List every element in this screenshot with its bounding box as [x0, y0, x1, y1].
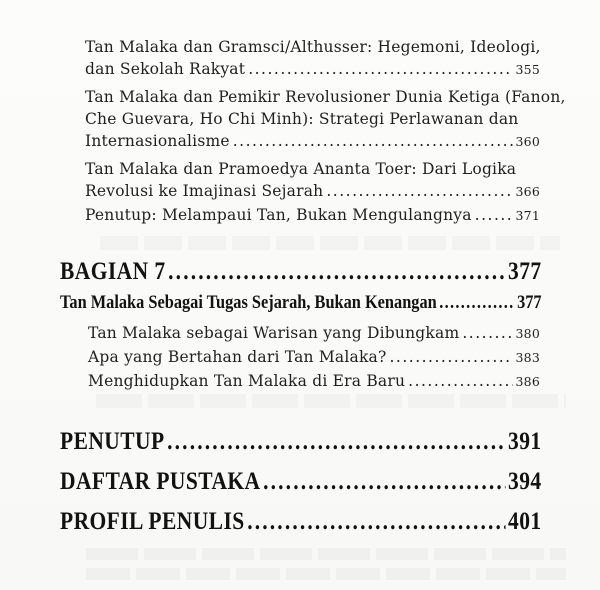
toc-entry-line: Internasionalisme: [85, 132, 230, 150]
toc-entry-line: Menghidupkan Tan Malaka di Era Baru: [88, 372, 406, 390]
show-through-texture: [86, 568, 566, 580]
toc-entry-line: Penutup: Melampaui Tan, Bukan Mengulangnya: [85, 206, 472, 224]
page-number: 394: [508, 468, 542, 495]
toc-entry-line-with-page: [88, 372, 540, 390]
toc-entry-line-with-page: [85, 132, 540, 150]
toc-entry-line-with-page: [88, 348, 540, 366]
show-through-texture: [100, 236, 560, 250]
part-subtitle: Tan Malaka Sebagai Tugas Sejarah, Bukan Kenangan: [60, 292, 437, 313]
toc-entry-line: Tan Malaka dan Pramoedya Ananta Toer: Dari Logika: [85, 160, 517, 178]
dot-leader: [247, 508, 505, 536]
show-through-texture: [86, 548, 566, 560]
page-number: 366: [515, 184, 540, 199]
toc-part-7-subtitle: [60, 292, 542, 314]
page-number: 360: [515, 134, 540, 149]
dot-leader: [390, 348, 513, 366]
page-number: 386: [515, 374, 540, 389]
page-number: 380: [515, 326, 540, 341]
dot-leader: [167, 428, 505, 456]
dot-leader: [263, 468, 505, 496]
dot-leader: [326, 182, 512, 200]
dot-leader: [408, 372, 512, 390]
toc-entry-line: Apa yang Bertahan dari Tan Malaka?: [88, 348, 387, 366]
show-through-texture: [96, 394, 566, 408]
part-title: PROFIL PENULIS: [60, 508, 245, 535]
part-title: PENUTUP: [60, 428, 165, 455]
toc-entry-line-with-page: [85, 60, 540, 78]
page-number: 371: [515, 208, 540, 223]
dot-leader: [248, 60, 512, 78]
toc-profil-penulis: [60, 508, 542, 536]
dot-leader: [439, 292, 514, 314]
toc-entry-line: Tan Malaka sebagai Warisan yang Dibungkam: [88, 324, 460, 342]
toc-entry-line: Tan Malaka dan Gramsci/Althusser: Hegemoni, Ideologi,: [85, 38, 541, 56]
page-number: 355: [515, 62, 540, 77]
toc-daftar-pustaka: [60, 468, 542, 496]
page-number: 401: [508, 508, 542, 535]
dot-leader: [475, 206, 513, 224]
page-number: 383: [515, 350, 540, 365]
part-title: DAFTAR PUSTAKA: [60, 468, 261, 495]
dot-leader: [168, 258, 505, 286]
part-title: BAGIAN 7: [60, 258, 166, 285]
dot-leader: [462, 324, 512, 342]
toc-entry-line: dan Sekolah Rakyat: [85, 60, 246, 78]
toc-entry-line: Tan Malaka dan Pemikir Revolusioner Dunia Ketiga (Fanon,: [85, 88, 566, 106]
dot-leader: [233, 132, 513, 150]
page-number: 377: [517, 292, 542, 313]
page-number: 391: [508, 428, 542, 455]
toc-entry-line-with-page: [85, 206, 540, 224]
toc-entry-line-with-page: [85, 182, 540, 200]
toc-entry-line: Revolusi ke Imajinasi Sejarah: [85, 182, 324, 200]
toc-entry-line: Che Guevara, Ho Chi Minh): Strategi Perlawanan dan: [85, 110, 519, 128]
page-number: 377: [508, 258, 542, 285]
toc-penutup: [60, 428, 542, 456]
toc-entry-line-with-page: [88, 324, 540, 342]
toc-part-7: [60, 258, 542, 286]
